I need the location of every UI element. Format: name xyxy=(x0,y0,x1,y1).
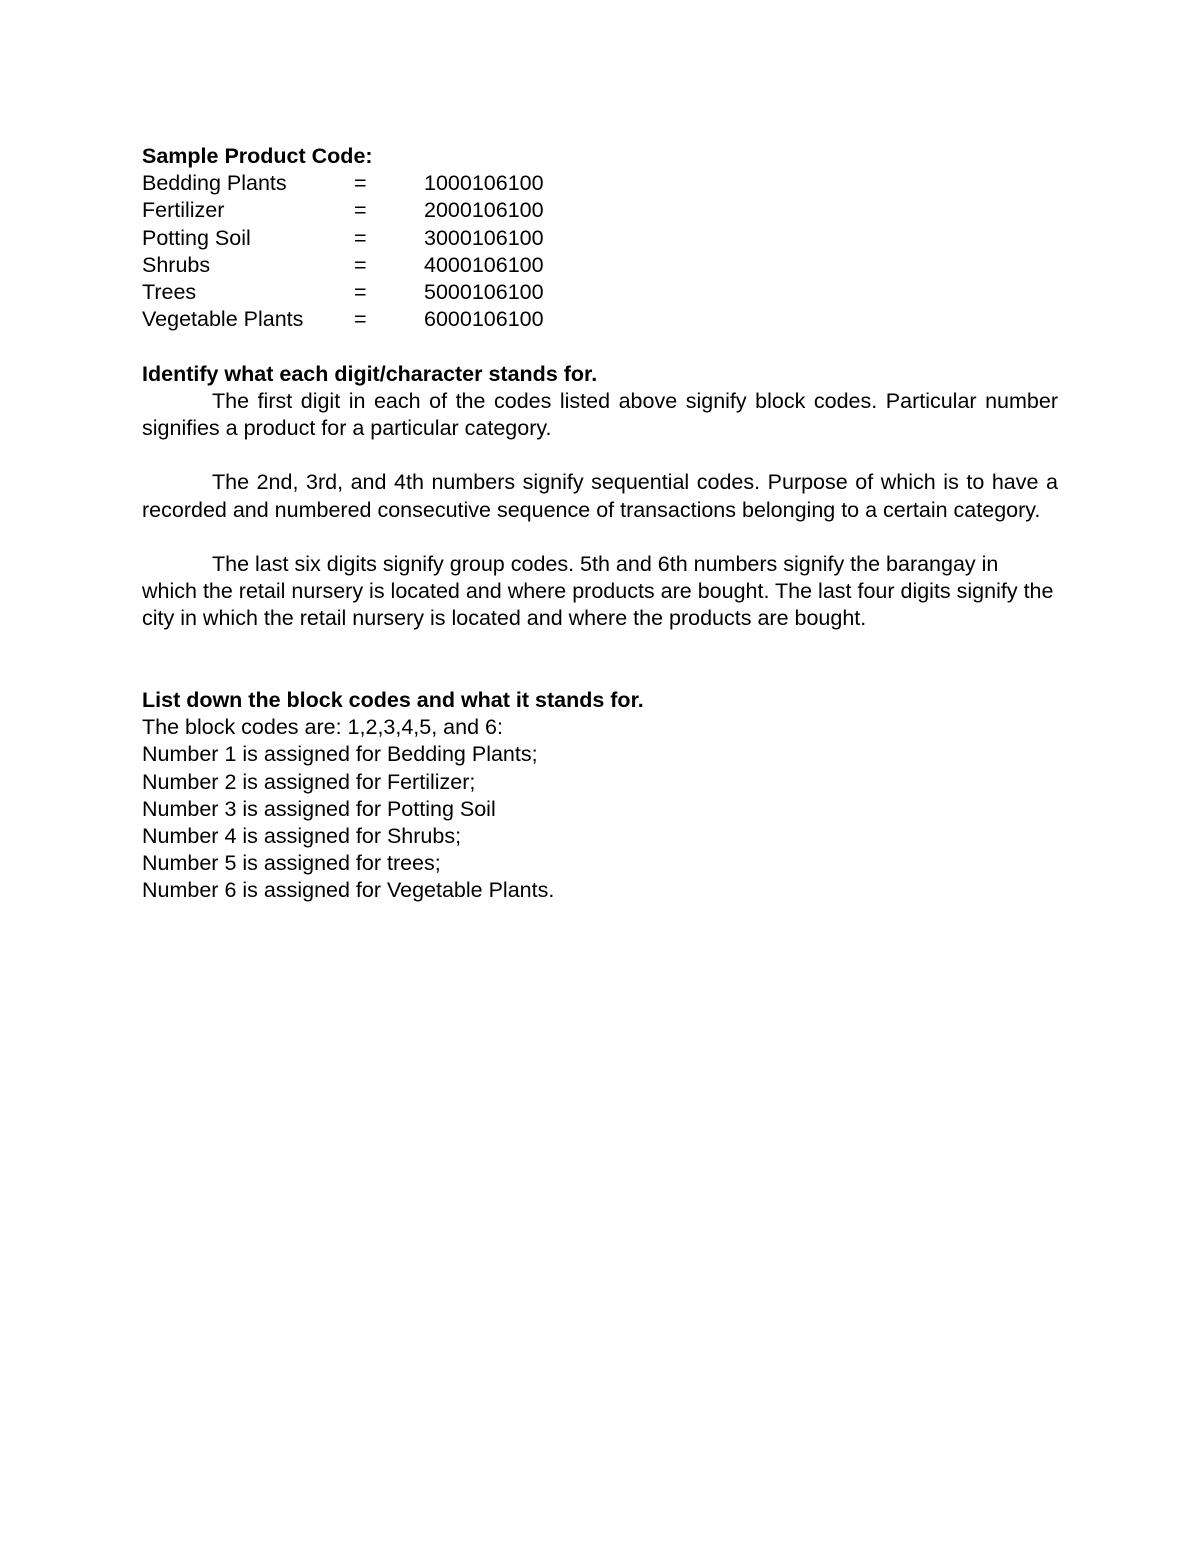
block-codes-line: Number 3 is assigned for Potting Soil xyxy=(142,796,496,821)
equals-sign: = xyxy=(354,307,367,332)
product-name: Trees xyxy=(142,280,197,305)
product-name: Potting Soil xyxy=(142,225,251,250)
block-codes-line: Number 5 is assigned for trees; xyxy=(142,851,441,876)
blank-line xyxy=(142,524,1058,551)
identify-heading: Identify what each digit/character stands for. xyxy=(142,361,598,386)
product-code: 5000106100 xyxy=(424,280,544,305)
equals-sign: = xyxy=(354,171,367,196)
product-code: 4000106100 xyxy=(424,252,544,277)
block-codes-line: The block codes are: 1,2,3,4,5, and 6: xyxy=(142,715,503,740)
product-name: Shrubs xyxy=(142,252,211,277)
product-name: Vegetable Plants xyxy=(142,307,304,332)
product-code: 6000106100 xyxy=(424,307,544,332)
blank-lines xyxy=(142,633,1058,687)
document-content xyxy=(142,143,1058,905)
blank-line xyxy=(142,333,1058,360)
product-code-row xyxy=(142,225,1058,252)
product-code-row xyxy=(142,306,1058,333)
product-code-row xyxy=(142,170,1058,197)
product-code: 1000106100 xyxy=(424,171,544,196)
product-name: Fertilizer xyxy=(142,198,225,223)
block-codes-line: Number 4 is assigned for Shrubs; xyxy=(142,824,462,849)
product-code-row xyxy=(142,197,1058,224)
block-codes-heading: List down the block codes and what it stands for. xyxy=(142,688,644,712)
block-codes-line: Number 6 is assigned for Vegetable Plants. xyxy=(142,878,555,903)
sample-product-code-heading: Sample Product Code: xyxy=(142,144,373,168)
sequential-code-paragraph: The 2nd, 3rd, and 4th numbers signify sequential codes. Purpose of which is to have a recorded and numbered consecutive sequence of transactions belonging to a certain category. xyxy=(142,470,1058,522)
equals-sign: = xyxy=(354,225,367,250)
block-code-paragraph: The first digit in each of the codes listed above signify block codes. Particular number signifies a product for a particular category. xyxy=(142,388,1058,441)
product-code: 3000106100 xyxy=(424,225,544,250)
group-code-paragraph: The last six digits signify group codes. 5th and 6th numbers signify the barangay in which the retail nursery is located and where products are bought. The last four digits signify the city in which the retail nursery is located and where the products are bought. xyxy=(142,552,1054,631)
product-name: Bedding Plants xyxy=(142,171,287,196)
equals-sign: = xyxy=(354,198,367,223)
block-codes-line: Number 2 is assigned for Fertilizer; xyxy=(142,769,476,794)
block-codes-line: Number 1 is assigned for Bedding Plants; xyxy=(142,742,538,767)
blank-line xyxy=(142,442,1058,469)
product-code-row xyxy=(142,279,1058,306)
equals-sign: = xyxy=(354,252,367,277)
product-code-row xyxy=(142,252,1058,279)
product-code-list xyxy=(142,170,1058,333)
equals-sign: = xyxy=(354,280,367,305)
product-code: 2000106100 xyxy=(424,198,544,223)
